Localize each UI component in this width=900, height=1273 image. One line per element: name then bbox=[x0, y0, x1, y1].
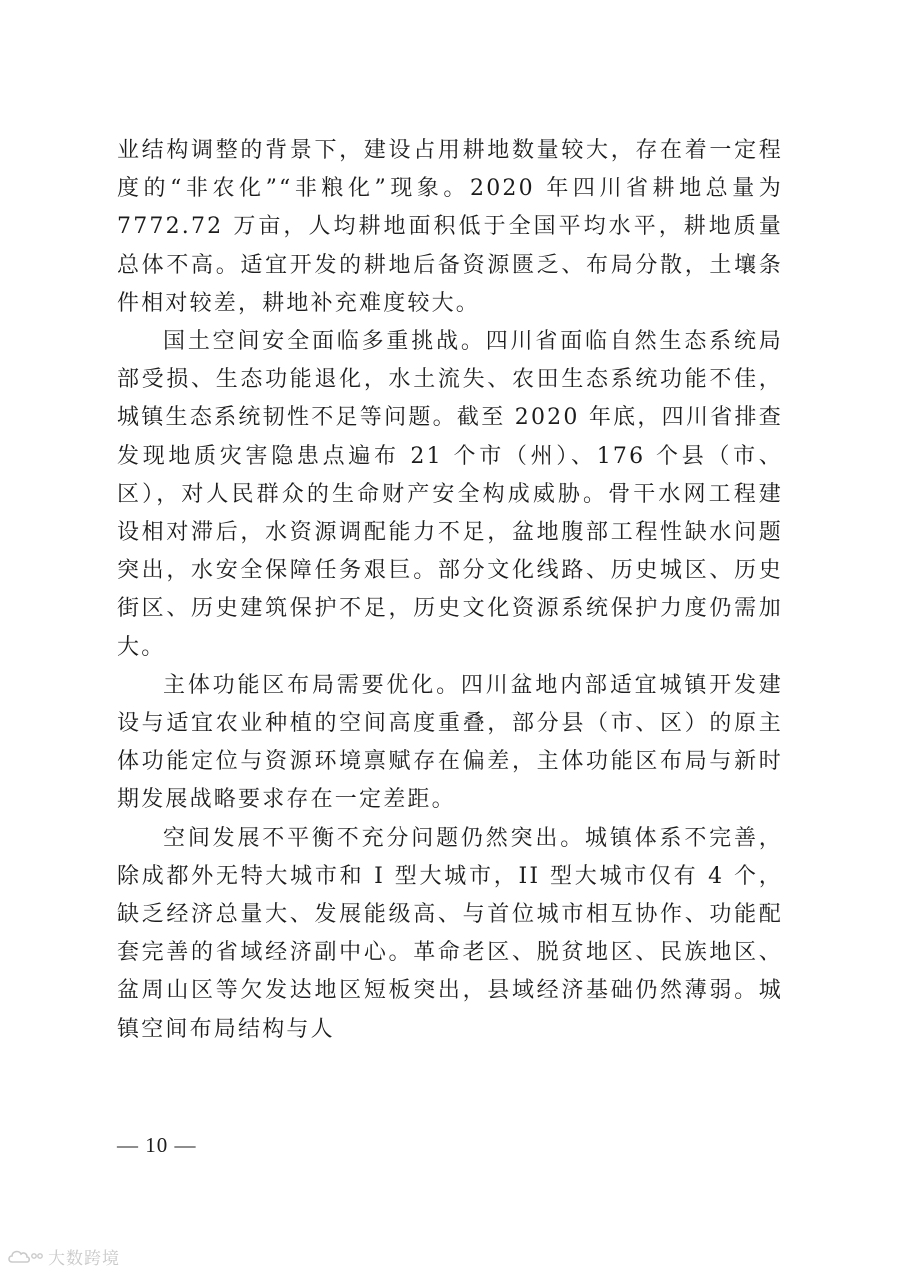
watermark bbox=[6, 1244, 120, 1269]
page-number: — 10 — bbox=[117, 1133, 197, 1157]
document-body bbox=[117, 132, 783, 1049]
paragraph-unbalanced-development: 空间发展不平衡不充分问题仍然突出。城镇体系不完善，除成都外无特大城市和 I 型大城市，II 型大城市仅有 4 个，缺乏经济总量大、发展能级高、与首位城市相互协作、功能配套完善的省域经济副中心。革命老区、脱贫地区、民族地区、盆周山区等欠发达地区短板突出，县域经济基础仍然薄弱。城镇空间布局结构与人 bbox=[117, 825, 783, 1042]
paragraph-spatial-security: 国土空间安全面临多重挑战。四川省面临自然生态系统局部受损、生态功能退化，水土流失、农田生态系统功能不佳，城镇生态系统韧性不足等问题。截至 2020 年底，四川省排查发现地质灾害隐患点遍布 21 个市（州）、176 个县（市、区），对人民群众的生命财产安全构成威胁。骨干水网工程建设相对滞后，水资源调配能力不足，盆地腹部工程性缺水问题突出，水安全保障任务艰巨。部分文化线路、历史城区、历史街区、历史建筑保护不足，历史文化资源系统保护力度仍需加大。 bbox=[117, 329, 783, 660]
paragraph-functional-zones: 主体功能区布局需要优化。四川盆地内部适宜城镇开发建设与适宜农业种植的空间高度重叠，部分县（市、区）的原主体功能定位与资源环境禀赋存在偏差，主体功能区布局与新时期发展战略要求存在一定差距。 bbox=[117, 672, 783, 813]
cloud-logo-icon bbox=[6, 1247, 44, 1267]
paragraph-continuation: 业结构调整的背景下，建设占用耕地数量较大，存在着一定程度的“非农化”“非粮化”现象。2020 年四川省耕地总量为 7772.72 万亩，人均耕地面积低于全国平均水平，耕地质量总体不高。适宜开发的耕地后备资源匮乏、布局分散，土壤条件相对较差，耕地补充难度较大。 bbox=[117, 138, 783, 316]
watermark-text: 大数跨境 bbox=[48, 1249, 120, 1269]
